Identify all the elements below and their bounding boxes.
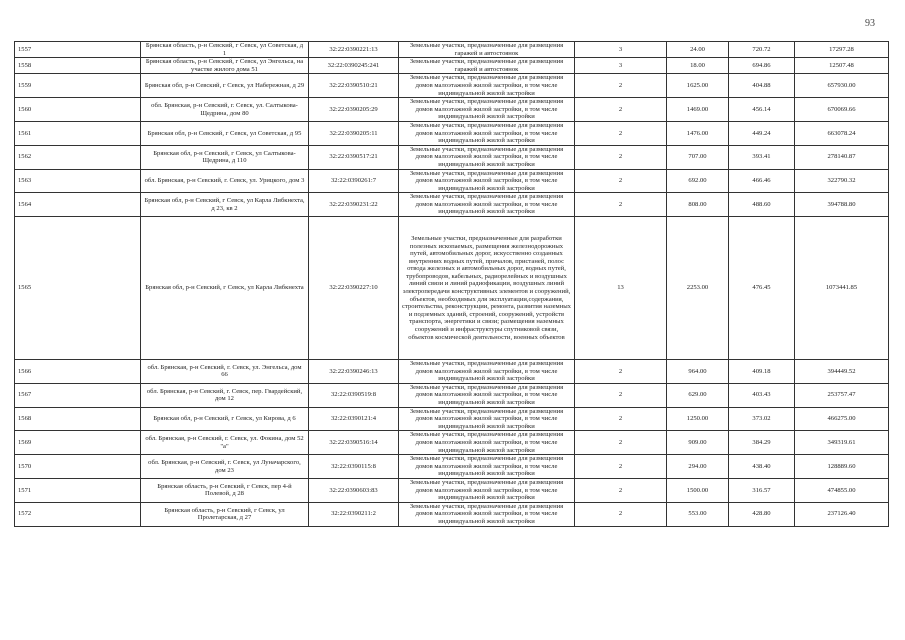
category-cell: 2	[575, 383, 667, 407]
unit-price-cell: 393.41	[729, 145, 795, 169]
land-use-cell: Земельные участки, предназначенные для размещения домов малоэтажной жилой застройки, в том числе индивидуальной жилой застройки	[399, 193, 575, 217]
total-value-cell: 278140.87	[795, 145, 889, 169]
area-cell: 1250.00	[667, 407, 729, 431]
category-cell: 2	[575, 121, 667, 145]
address-cell: Брянская обл, р-н Севский, г Севск, ул Кирова, д 6	[141, 407, 309, 431]
record-number: 1557	[15, 42, 141, 58]
cadastral-number-cell: 32:22:0390121:4	[309, 407, 399, 431]
unit-price-cell: 488.60	[729, 193, 795, 217]
land-use-cell: Земельные участки, предназначенные для размещения гаражей и автостоянок	[399, 42, 575, 58]
total-value-cell: 128889.60	[795, 455, 889, 479]
category-cell: 2	[575, 145, 667, 169]
record-number: 1571	[15, 478, 141, 502]
total-value-cell: 657930.00	[795, 74, 889, 98]
category-cell: 2	[575, 169, 667, 193]
record-number: 1565	[15, 217, 141, 360]
address-cell: обл. Брянская, р-н Севский, г. Севск, ул. Энгельса, дом 66	[141, 360, 309, 384]
table-row	[15, 360, 889, 384]
address-cell: обл. Брянская, р-н Севский, г. Севск, ул. Фокина, дом 52 "а"	[141, 431, 309, 455]
category-cell: 2	[575, 431, 667, 455]
address-cell: Брянская обл, р-н Севский, г Севск, ул Салтыкова-Щедрина, д 110	[141, 145, 309, 169]
category-cell: 13	[575, 217, 667, 360]
record-number: 1570	[15, 455, 141, 479]
record-number: 1563	[15, 169, 141, 193]
table-row	[15, 217, 889, 360]
total-value-cell: 466275.00	[795, 407, 889, 431]
area-cell: 1625.00	[667, 74, 729, 98]
unit-price-cell: 476.45	[729, 217, 795, 360]
land-use-cell: Земельные участки, предназначенные для размещения домов малоэтажной жилой застройки, в том числе индивидуальной жилой застройки	[399, 455, 575, 479]
land-use-cell: Земельные участки, предназначенные для размещения домов малоэтажной жилой застройки, в том числе индивидуальной жилой застройки	[399, 383, 575, 407]
cadastral-number-cell: 32:22:0390245:241	[309, 58, 399, 74]
category-cell: 2	[575, 360, 667, 384]
address-cell: Брянская область, р-н Севский, г Севск, ул Пролетарская, д 27	[141, 502, 309, 526]
cadastral-number-cell: 32:22:0390510:21	[309, 74, 399, 98]
category-cell: 3	[575, 58, 667, 74]
land-use-cell: Земельные участки, предназначенные для размещения домов малоэтажной жилой застройки, в том числе индивидуальной жилой застройки	[399, 407, 575, 431]
unit-price-cell: 720.72	[729, 42, 795, 58]
total-value-cell: 1073441.85	[795, 217, 889, 360]
record-number: 1561	[15, 121, 141, 145]
area-cell: 1469.00	[667, 98, 729, 122]
area-cell: 1500.00	[667, 478, 729, 502]
area-cell: 2253.00	[667, 217, 729, 360]
address-cell: Брянская обл, р-н Севский, г Севск, ул Набережная, д 29	[141, 74, 309, 98]
table-row	[15, 121, 889, 145]
area-cell: 294.00	[667, 455, 729, 479]
land-register-table	[14, 41, 889, 527]
unit-price-cell: 449.24	[729, 121, 795, 145]
unit-price-cell: 466.46	[729, 169, 795, 193]
land-use-cell: Земельные участки, предназначенные для размещения домов малоэтажной жилой застройки, в том числе индивидуальной жилой застройки	[399, 478, 575, 502]
table-row	[15, 478, 889, 502]
unit-price-cell: 373.02	[729, 407, 795, 431]
table-row	[15, 455, 889, 479]
address-cell: Брянская обл, р-н Севский, г Севск, ул Карла Либкнехта, д 23, кв 2	[141, 193, 309, 217]
record-number: 1564	[15, 193, 141, 217]
table-row	[15, 193, 889, 217]
land-use-cell: Земельные участки, предназначенные для размещения домов малоэтажной жилой застройки, в том числе индивидуальной жилой застройки	[399, 169, 575, 193]
page-number: 93	[865, 18, 875, 29]
cadastral-number-cell: 32:22:0390115:8	[309, 455, 399, 479]
category-cell: 2	[575, 502, 667, 526]
cadastral-number-cell: 32:22:0390603:83	[309, 478, 399, 502]
total-value-cell: 237126.40	[795, 502, 889, 526]
table-row	[15, 98, 889, 122]
record-number: 1567	[15, 383, 141, 407]
record-number: 1560	[15, 98, 141, 122]
table-row	[15, 407, 889, 431]
category-cell: 2	[575, 98, 667, 122]
address-cell: Брянская область, р-н Севский, г Севск, ул Советская, д 1	[141, 42, 309, 58]
address-cell: Брянская обл, р-н Севский, г Севск, ул Карла Либкнехта	[141, 217, 309, 360]
record-number: 1558	[15, 58, 141, 74]
table-row	[15, 169, 889, 193]
table-row	[15, 42, 889, 58]
cadastral-number-cell: 32:22:0390211:2	[309, 502, 399, 526]
cadastral-number-cell: 32:22:0390221:13	[309, 42, 399, 58]
land-use-cell: Земельные участки, предназначенные для размещения домов малоэтажной жилой застройки, в том числе индивидуальной жилой застройки	[399, 431, 575, 455]
cadastral-number-cell: 32:22:0390231:22	[309, 193, 399, 217]
area-cell: 909.00	[667, 431, 729, 455]
address-cell: Брянская область, р-н Севский, г Севск, ул Энгельса, на участке жилого дома 51	[141, 58, 309, 74]
unit-price-cell: 404.88	[729, 74, 795, 98]
total-value-cell: 12507.48	[795, 58, 889, 74]
cadastral-number-cell: 32:22:0390205:29	[309, 98, 399, 122]
area-cell: 1476.00	[667, 121, 729, 145]
unit-price-cell: 384.29	[729, 431, 795, 455]
total-value-cell: 253757.47	[795, 383, 889, 407]
table-row	[15, 431, 889, 455]
total-value-cell: 670069.66	[795, 98, 889, 122]
area-cell: 964.00	[667, 360, 729, 384]
address-cell: обл. Брянская, р-н Севский, г. Севск, ул. Урицкого, дом 3	[141, 169, 309, 193]
record-number: 1559	[15, 74, 141, 98]
record-number: 1568	[15, 407, 141, 431]
address-cell: обл. Брянская, р-н Севский, г. Севск, пер. Гвардейский, дом 12	[141, 383, 309, 407]
cadastral-number-cell: 32:22:0390227:10	[309, 217, 399, 360]
land-use-cell: Земельные участки, предназначенные для размещения домов малоэтажной жилой застройки, в том числе индивидуальной жилой застройки	[399, 145, 575, 169]
cadastral-number-cell: 32:22:0390205:11	[309, 121, 399, 145]
record-number: 1572	[15, 502, 141, 526]
table-row	[15, 58, 889, 74]
land-use-cell: Земельные участки, предназначенные для размещения домов малоэтажной жилой застройки, в том числе индивидуальной жилой застройки	[399, 360, 575, 384]
unit-price-cell: 438.40	[729, 455, 795, 479]
table-row	[15, 502, 889, 526]
table-row	[15, 145, 889, 169]
area-cell: 692.00	[667, 169, 729, 193]
area-cell: 553.00	[667, 502, 729, 526]
unit-price-cell: 694.86	[729, 58, 795, 74]
cadastral-number-cell: 32:22:0390261:7	[309, 169, 399, 193]
category-cell: 2	[575, 74, 667, 98]
address-cell: обл. Брянская, р-н Севский, г. Севск, ул. Салтыкова-Щедрина, дом 80	[141, 98, 309, 122]
area-cell: 629.00	[667, 383, 729, 407]
total-value-cell: 394788.80	[795, 193, 889, 217]
cadastral-number-cell: 32:22:0390517:21	[309, 145, 399, 169]
cadastral-number-cell: 32:22:0390246:13	[309, 360, 399, 384]
address-cell: Брянская область, р-н Севский, г Севск, пер 4-й Полевой, д 28	[141, 478, 309, 502]
area-cell: 808.00	[667, 193, 729, 217]
table-row	[15, 383, 889, 407]
land-use-cell: Земельные участки, предназначенные для размещения гаражей и автостоянок	[399, 58, 575, 74]
unit-price-cell: 428.80	[729, 502, 795, 526]
total-value-cell: 17297.28	[795, 42, 889, 58]
unit-price-cell: 456.14	[729, 98, 795, 122]
total-value-cell: 394449.52	[795, 360, 889, 384]
unit-price-cell: 316.57	[729, 478, 795, 502]
land-use-cell: Земельные участки, предназначенные для размещения домов малоэтажной жилой застройки, в том числе индивидуальной жилой застройки	[399, 74, 575, 98]
total-value-cell: 349319.61	[795, 431, 889, 455]
area-cell: 24.00	[667, 42, 729, 58]
category-cell: 2	[575, 455, 667, 479]
unit-price-cell: 409.18	[729, 360, 795, 384]
total-value-cell: 322790.32	[795, 169, 889, 193]
address-cell: Брянская обл, р-н Севский, г Севск, ул Советская, д 95	[141, 121, 309, 145]
land-use-cell: Земельные участки, предназначенные для размещения домов малоэтажной жилой застройки, в том числе индивидуальной жилой застройки	[399, 502, 575, 526]
land-use-cell: Земельные участки, предназначенные для разработки полезных ископаемых, размещения железнодорожных путей, автомобильных дорог, искусственно созданных внутренних водных путей, причалов, пристаней, полос отвода железных и автомобильных дорог, водных путей, трубопроводов, кабельных, радиорелейных и воздушных линий связи и линий радиофикации, воздушных линий электропередачи конструктивных элементов и сооружений, объектов, необходимых для эксплуатации,содержания, строительства, реконструкции, ремонта, развития наземных и подземных зданий, строений, сооружений, устройств транспорта, энергетики и связи; размещения наземных сооружений и инфраструктуры спутниковой связи, объектов космической деятельности, военных объектов	[399, 217, 575, 360]
cadastral-number-cell: 32:22:0390516:14	[309, 431, 399, 455]
land-use-cell: Земельные участки, предназначенные для размещения домов малоэтажной жилой застройки, в том числе индивидуальной жилой застройки	[399, 98, 575, 122]
total-value-cell: 474855.00	[795, 478, 889, 502]
record-number: 1562	[15, 145, 141, 169]
address-cell: обл. Брянская, р-н Севский, г. Севск, ул Луначарского, дом 23	[141, 455, 309, 479]
category-cell: 2	[575, 407, 667, 431]
cadastral-number-cell: 32:22:0390519:8	[309, 383, 399, 407]
category-cell: 2	[575, 193, 667, 217]
category-cell: 3	[575, 42, 667, 58]
unit-price-cell: 403.43	[729, 383, 795, 407]
record-number: 1566	[15, 360, 141, 384]
category-cell: 2	[575, 478, 667, 502]
land-use-cell: Земельные участки, предназначенные для размещения домов малоэтажной жилой застройки, в том числе индивидуальной жилой застройки	[399, 121, 575, 145]
table-row	[15, 74, 889, 98]
area-cell: 707.00	[667, 145, 729, 169]
area-cell: 18.00	[667, 58, 729, 74]
record-number: 1569	[15, 431, 141, 455]
total-value-cell: 663078.24	[795, 121, 889, 145]
